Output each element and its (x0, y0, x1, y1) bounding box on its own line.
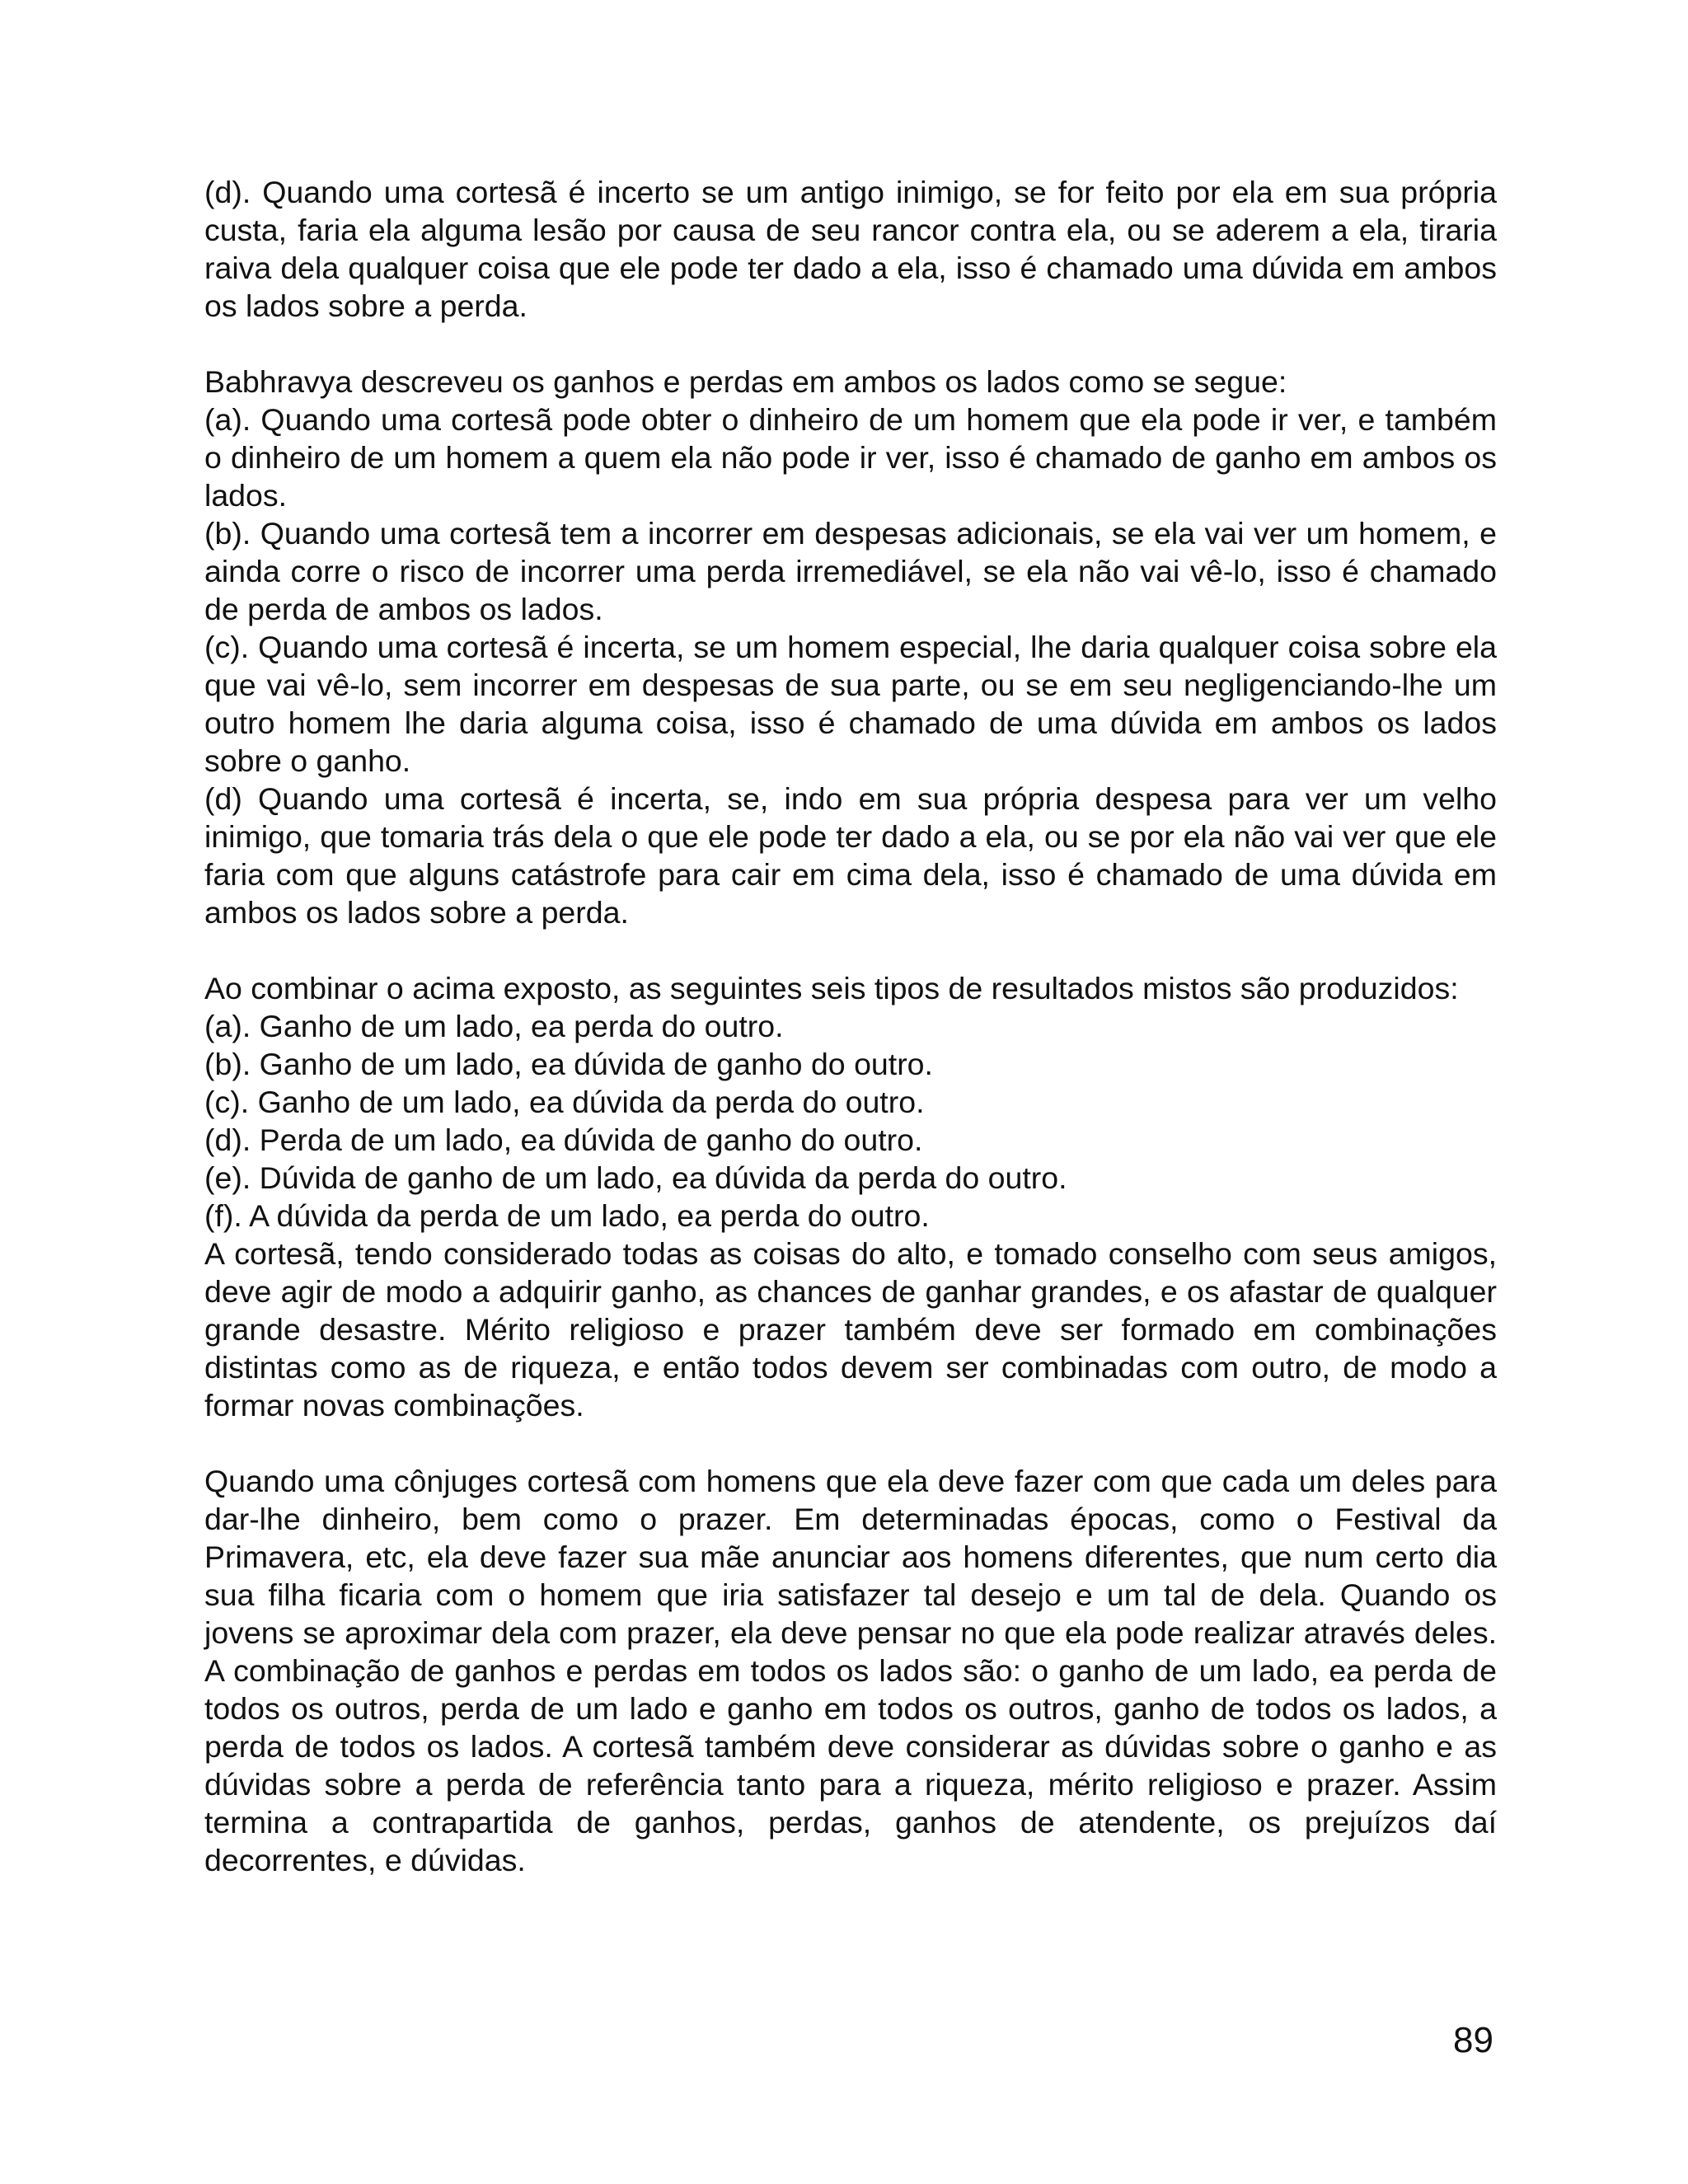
paragraph-block-2 (204, 363, 1497, 931)
paragraph: (c). Quando uma cortesã é incerta, se um homem especial, lhe daria qualquer coisa sobre ela que vai vê-lo, sem incorrer em despesas de sua parte, ou se em seu negligenciando-lhe um outro homem lhe daria alguma coisa, isso é chamado de uma dúvida em ambos os lados sobre o ganho. (204, 630, 1497, 778)
list-item: (e). Dúvida de ganho de um lado, ea dúvida da perda do outro. (204, 1160, 1067, 1195)
paragraph-block-3 (204, 969, 1497, 1424)
page-number: 89 (1453, 2020, 1493, 2060)
paragraph-gap (204, 1424, 1497, 1462)
list-item: (f). A dúvida da perda de um lado, ea perda do outro. (204, 1198, 930, 1233)
paragraph: A cortesã, tendo considerado todas as coisas do alto, e tomado conselho com seus amigos, deve agir de modo a adquirir ganho, as chances de ganhar grandes, e os afastar de qualquer grande desastre. Mérito religioso e prazer também deve ser formado em combinações distintas como as de riqueza, e então todos devem ser combinadas com outro, de modo a formar novas combinações. (204, 1236, 1497, 1422)
list-item: (a). Ganho de um lado, ea perda do outro. (204, 1009, 784, 1043)
list-item: (b). Ganho de um lado, ea dúvida de ganho do outro. (204, 1047, 933, 1081)
paragraph-block-4 (204, 1462, 1497, 1879)
paragraph: (d). Quando uma cortesã é incerto se um antigo inimigo, se for feito por ela em sua própria custa, faria ela alguma lesão por causa de seu rancor contra ela, ou se aderem a ela, tiraria raiva dela qualquer coisa que ele pode ter dado a ela, isso é chamado uma dúvida em ambos os lados sobre a perda. (204, 175, 1497, 323)
paragraph: (d) Quando uma cortesã é incerta, se, indo em sua própria despesa para ver um velho inimigo, que tomaria trás dela o que ele pode ter dado a ela, ou se por ela não vai ver que ele faria com que alguns catástrofe para cair em cima dela, isso é chamado de uma dúvida em ambos os lados sobre a perda. (204, 781, 1497, 930)
paragraph: Babhravya descreveu os ganhos e perdas em ambos os lados como se segue: (204, 364, 1287, 399)
paragraph: (a). Quando uma cortesã pode obter o dinheiro de um homem que ela pode ir ver, e também o dinheiro de um homem a quem ela não pode ir ver, isso é chamado de ganho em ambos os lados. (204, 402, 1497, 513)
paragraph-block-1 (204, 173, 1497, 325)
paragraph: Quando uma cônjuges cortesã com homens que ela deve fazer com que cada um deles para dar-lhe dinheiro, bem como o prazer. Em determinadas épocas, como o Festival da Primavera, etc, ela deve fazer sua mãe anunciar aos homens diferentes, que num certo dia sua filha ficaria com o homem que iria satisfazer tal desejo e um tal de dela. Quando os jovens se aproximar dela com prazer, ela deve pensar no que ela pode realizar através deles. A combinação de ganhos e perdas em todos os lados são: o ganho de um lado, ea perda de todos os outros, perda de um lado e ganho em todos os outros, ganho de todos os lados, a perda de todos os lados. A cortesã também deve considerar as dúvidas sobre o ganho e as dúvidas sobre a perda de referência tanto para a riqueza, mérito religioso e prazer. Assim termina a contrapartida de ganhos, perdas, ganhos de atendente, os prejuízos daí decorrentes, e dúvidas. (204, 1464, 1497, 1877)
paragraph: Ao combinar o acima exposto, as seguintes seis tipos de resultados mistos são produzidos: (204, 971, 1459, 1005)
paragraph-gap (204, 325, 1497, 363)
list-item: (c). Ganho de um lado, ea dúvida da perda do outro. (204, 1085, 925, 1119)
paragraph: (b). Quando uma cortesã tem a incorrer em despesas adicionais, se ela vai ver um homem, e ainda corre o risco de incorrer uma perda irremediável, se ela não vai vê-lo, isso é chamado de perda de ambos os lados. (204, 516, 1497, 626)
page-body (204, 173, 1497, 1879)
list-item: (d). Perda de um lado, ea dúvida de ganho do outro. (204, 1122, 923, 1157)
paragraph-gap (204, 931, 1497, 969)
